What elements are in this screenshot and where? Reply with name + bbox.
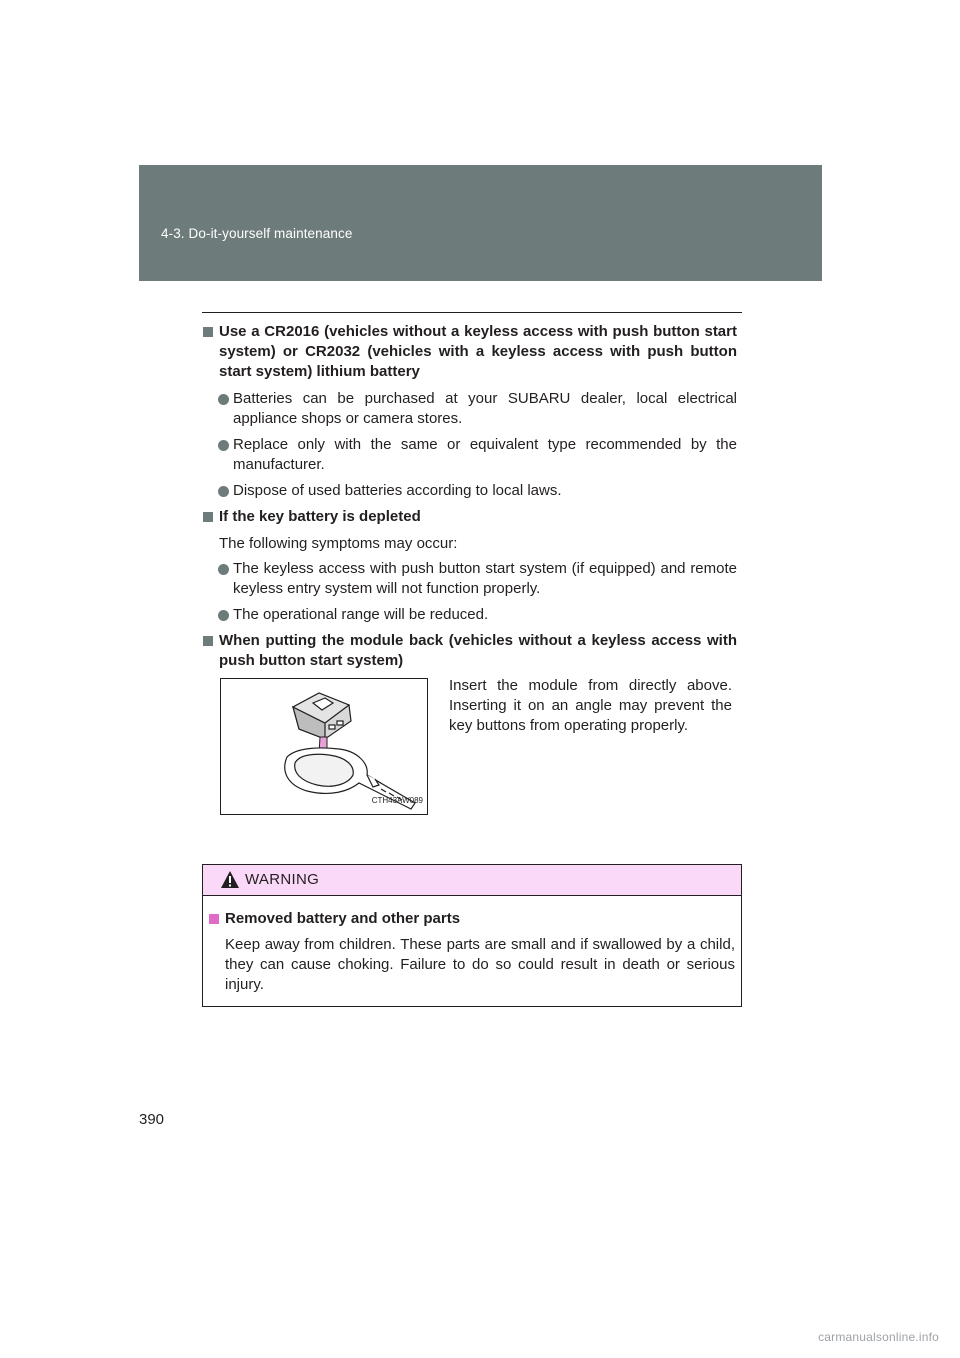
warning-text: Keep away from children. These parts are small and if swallowed by a child, they can cause choking. Failure to do so could result in death or serious injury.	[225, 936, 735, 993]
depleted-heading	[203, 507, 737, 527]
list-item-text: Dispose of used batteries according to local laws.	[233, 482, 562, 499]
warning-header	[203, 865, 741, 896]
module-heading	[203, 631, 737, 671]
round-bullet-icon	[218, 440, 229, 451]
warning-triangle-icon	[220, 870, 240, 889]
section-title: 4-3. Do-it-yourself maintenance	[161, 226, 353, 241]
battery-heading	[203, 322, 737, 382]
warning-heading-text: Removed battery and other parts	[225, 910, 461, 927]
battery-heading-text: Use a CR2016 (vehicles without a keyless access with push button start system) or CR2032 (vehicles with a keyless access with push button start system) lithium battery	[219, 323, 737, 380]
list-item-text: The operational range will be reduced.	[233, 606, 489, 623]
square-bullet-icon	[209, 914, 219, 924]
list-item	[203, 481, 737, 501]
round-bullet-icon	[218, 394, 229, 405]
watermark-text: carmanualsonline.info	[818, 1330, 939, 1344]
round-bullet-icon	[218, 486, 229, 497]
module-heading-text: When putting the module back (vehicles without a keyless access with push button start system)	[219, 632, 737, 669]
section-header-band	[139, 165, 822, 281]
list-item-text: Batteries can be purchased at your SUBARU dealer, local electrical appliance shops or camera stores.	[233, 390, 737, 427]
warning-heading	[209, 909, 735, 929]
list-item	[203, 559, 737, 599]
square-bullet-icon	[203, 512, 213, 522]
list-item	[203, 389, 737, 429]
main-content	[203, 322, 737, 848]
square-bullet-icon	[203, 327, 213, 337]
round-bullet-icon	[218, 610, 229, 621]
page-number: 390	[139, 1111, 165, 1128]
depleted-heading-text: If the key battery is depleted	[219, 508, 421, 525]
key-module-illustration	[220, 678, 428, 815]
depleted-intro: The following symptoms may occur:	[219, 535, 458, 552]
list-item-text: Replace only with the same or equivalent type recommended by the manufacturer.	[233, 436, 737, 473]
square-bullet-icon	[203, 636, 213, 646]
list-item	[203, 605, 737, 625]
warning-title: WARNING	[245, 871, 320, 888]
warning-box	[202, 864, 742, 1007]
round-bullet-icon	[218, 564, 229, 575]
warning-body	[203, 896, 741, 995]
figure-code: CTH43AW089	[371, 796, 423, 805]
figure-caption: Insert the module from directly above. Inserting it on an angle may prevent the key buttons from operating properly.	[449, 677, 732, 734]
top-rule	[202, 312, 742, 313]
list-item-text: The keyless access with push button start system (if equipped) and remote keyless entry system will not function properly.	[233, 560, 737, 597]
figure-row	[203, 678, 737, 848]
list-item	[203, 435, 737, 475]
